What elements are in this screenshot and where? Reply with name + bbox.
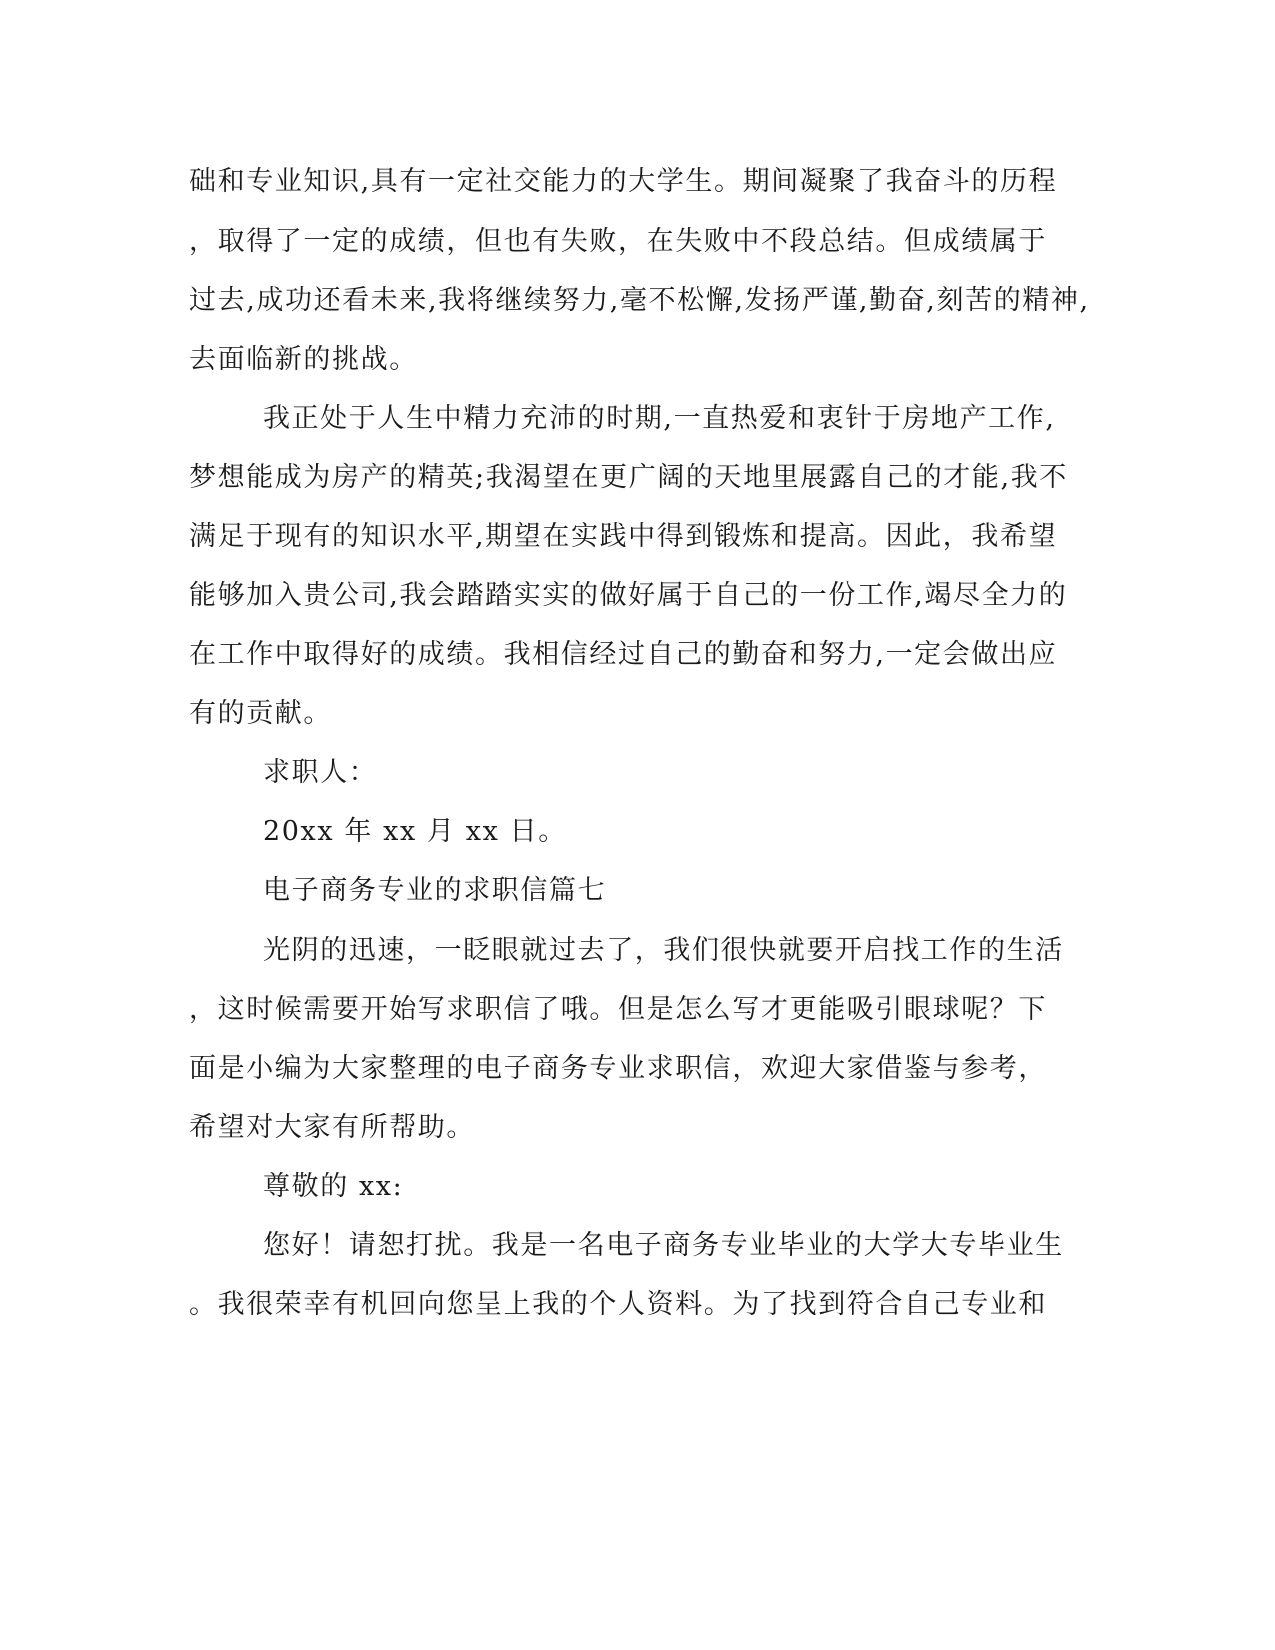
- body-line: 满足于现有的知识水平,期望在实践中得到锻炼和提高。因此，我希望: [189, 521, 1058, 552]
- body-line: 。我很荣幸有机回向您呈上我的个人资料。为了找到符合自己专业和: [189, 1289, 1047, 1320]
- body-line: 去面临新的挑战。: [189, 344, 418, 375]
- signature-label: 求职人：: [263, 757, 378, 788]
- body-line: 础和专业知识,具有一定社交能力的大学生。期间凝聚了我奋斗的历程: [189, 166, 1058, 197]
- body-line: 能够加入贵公司,我会踏踏实实的做好属于自己的一份工作,竭尽全力的: [189, 580, 1068, 611]
- section-heading: 电子商务专业的求职信篇七: [263, 875, 607, 906]
- body-line: ，取得了一定的成绩，但也有失败，在失败中不段总结。但成绩属于: [189, 226, 1047, 257]
- body-line: 希望对大家有所帮助。: [189, 1112, 475, 1143]
- body-line: ，这时候需要开始写求职信了哦。但是怎么写才更能吸引眼球呢？下: [189, 994, 1047, 1025]
- salutation: 尊敬的 xx:: [263, 1171, 404, 1202]
- body-line: 过去,成功还看未来,我将继续努力,毫不松懈,发扬严谨,勤奋,刻苦的精神,: [189, 285, 1090, 316]
- paragraph-start-line: 您好！请恕打扰。我是一名电子商务专业毕业的大学大专毕业生: [263, 1230, 1064, 1261]
- paragraph-start-line: 光阴的迅速，一眨眼就过去了，我们很快就要开启找工作的生活: [263, 935, 1064, 966]
- body-line: 有的贡献。: [189, 698, 332, 729]
- signature-date: 20xx 年 xx 月 xx 日。: [263, 816, 567, 847]
- body-line: 梦想能成为房产的精英;我渴望在更广阔的天地里展露自己的才能,我不: [189, 462, 1068, 493]
- body-line: 面是小编为大家整理的电子商务专业求职信，欢迎大家借鉴与参考，: [189, 1053, 1047, 1084]
- paragraph-start-line: 我正处于人生中精力充沛的时期,一直热爱和衷针于房地产工作,: [263, 403, 1056, 434]
- body-line: 在工作中取得好的成绩。我相信经过自己的勤奋和努力,一定会做出应: [189, 639, 1058, 670]
